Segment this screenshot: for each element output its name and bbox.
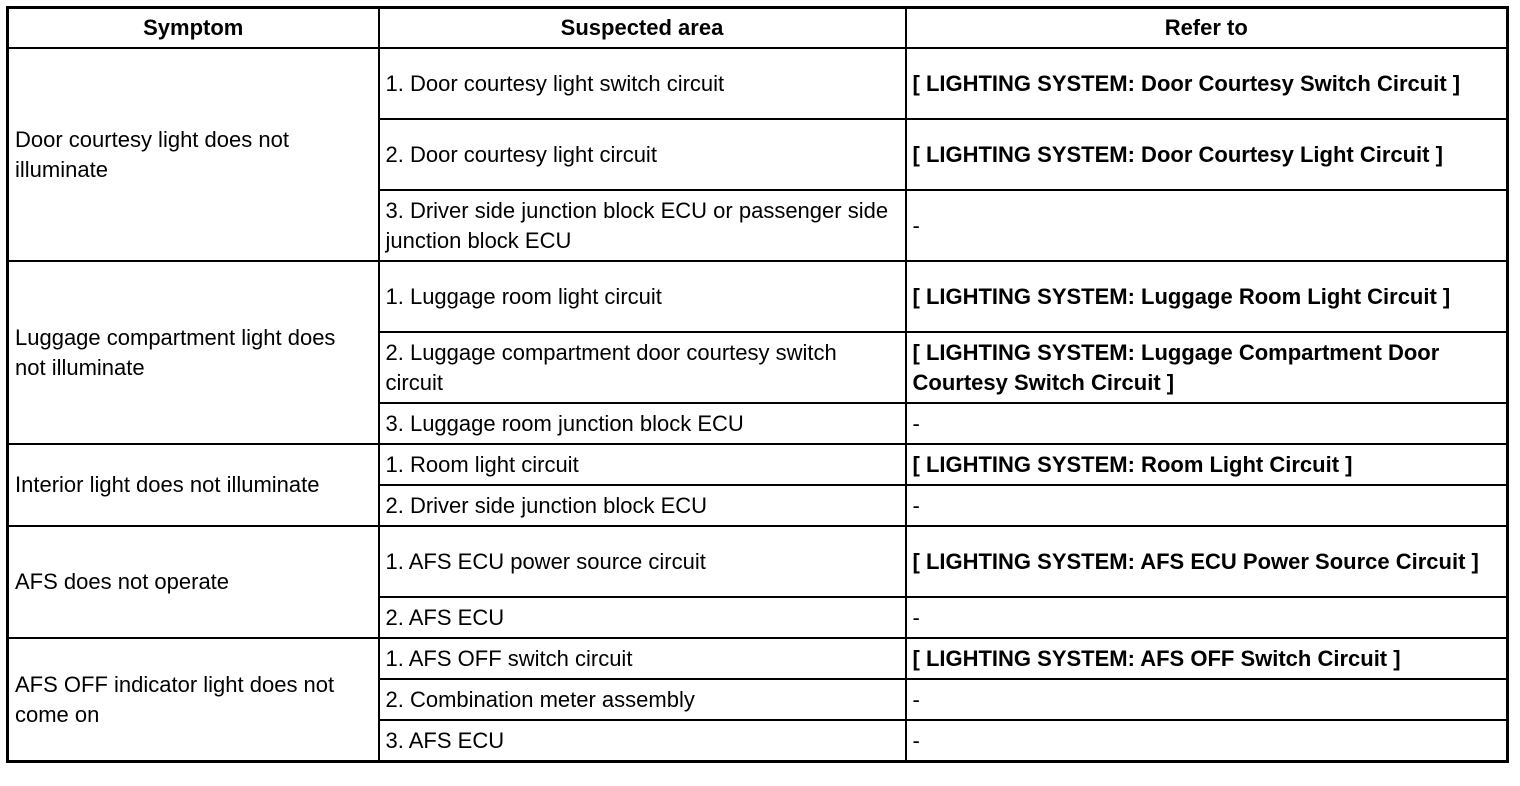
refer-to-cell: [ LIGHTING SYSTEM: Door Courtesy Switch Circuit ] xyxy=(906,48,1508,119)
refer-to-cell: - xyxy=(906,403,1508,444)
table-row xyxy=(8,444,1508,485)
symptom-cell: Door courtesy light does not illuminate xyxy=(8,48,379,261)
suspected-area-cell: 1. AFS ECU power source circuit xyxy=(379,526,906,597)
suspected-area-cell: 3. Driver side junction block ECU or passenger side junction block ECU xyxy=(379,190,906,261)
suspected-area-cell: 2. Combination meter assembly xyxy=(379,679,906,720)
refer-to-cell: [ LIGHTING SYSTEM: AFS ECU Power Source Circuit ] xyxy=(906,526,1508,597)
refer-to-cell: - xyxy=(906,720,1508,762)
suspected-area-cell: 2. Luggage compartment door courtesy switch circuit xyxy=(379,332,906,403)
suspected-area-cell: 2. Door courtesy light circuit xyxy=(379,119,906,190)
table-row xyxy=(8,638,1508,679)
header-suspected-area: Suspected area xyxy=(379,8,906,49)
symptom-cell: AFS does not operate xyxy=(8,526,379,638)
refer-to-cell: [ LIGHTING SYSTEM: Door Courtesy Light Circuit ] xyxy=(906,119,1508,190)
refer-to-cell: - xyxy=(906,597,1508,638)
symptom-cell: Interior light does not illuminate xyxy=(8,444,379,526)
header-refer-to: Refer to xyxy=(906,8,1508,49)
refer-to-cell: - xyxy=(906,485,1508,526)
symptom-table xyxy=(6,6,1509,763)
suspected-area-cell: 2. Driver side junction block ECU xyxy=(379,485,906,526)
symptom-cell: AFS OFF indicator light does not come on xyxy=(8,638,379,762)
suspected-area-cell: 1. Door courtesy light switch circuit xyxy=(379,48,906,119)
header-symptom: Symptom xyxy=(8,8,379,49)
refer-to-cell: [ LIGHTING SYSTEM: Room Light Circuit ] xyxy=(906,444,1508,485)
refer-to-cell: - xyxy=(906,679,1508,720)
suspected-area-cell: 1. Room light circuit xyxy=(379,444,906,485)
refer-to-cell: [ LIGHTING SYSTEM: AFS OFF Switch Circuit ] xyxy=(906,638,1508,679)
refer-to-cell: [ LIGHTING SYSTEM: Luggage Compartment Door Courtesy Switch Circuit ] xyxy=(906,332,1508,403)
suspected-area-cell: 3. AFS ECU xyxy=(379,720,906,762)
table-row xyxy=(8,526,1508,597)
symptom-cell: Luggage compartment light does not illuminate xyxy=(8,261,379,444)
suspected-area-cell: 3. Luggage room junction block ECU xyxy=(379,403,906,444)
table-row xyxy=(8,261,1508,332)
refer-to-cell: [ LIGHTING SYSTEM: Luggage Room Light Circuit ] xyxy=(906,261,1508,332)
suspected-area-cell: 1. Luggage room light circuit xyxy=(379,261,906,332)
suspected-area-cell: 2. AFS ECU xyxy=(379,597,906,638)
suspected-area-cell: 1. AFS OFF switch circuit xyxy=(379,638,906,679)
table-row xyxy=(8,48,1508,119)
refer-to-cell: - xyxy=(906,190,1508,261)
header-row xyxy=(8,8,1508,49)
